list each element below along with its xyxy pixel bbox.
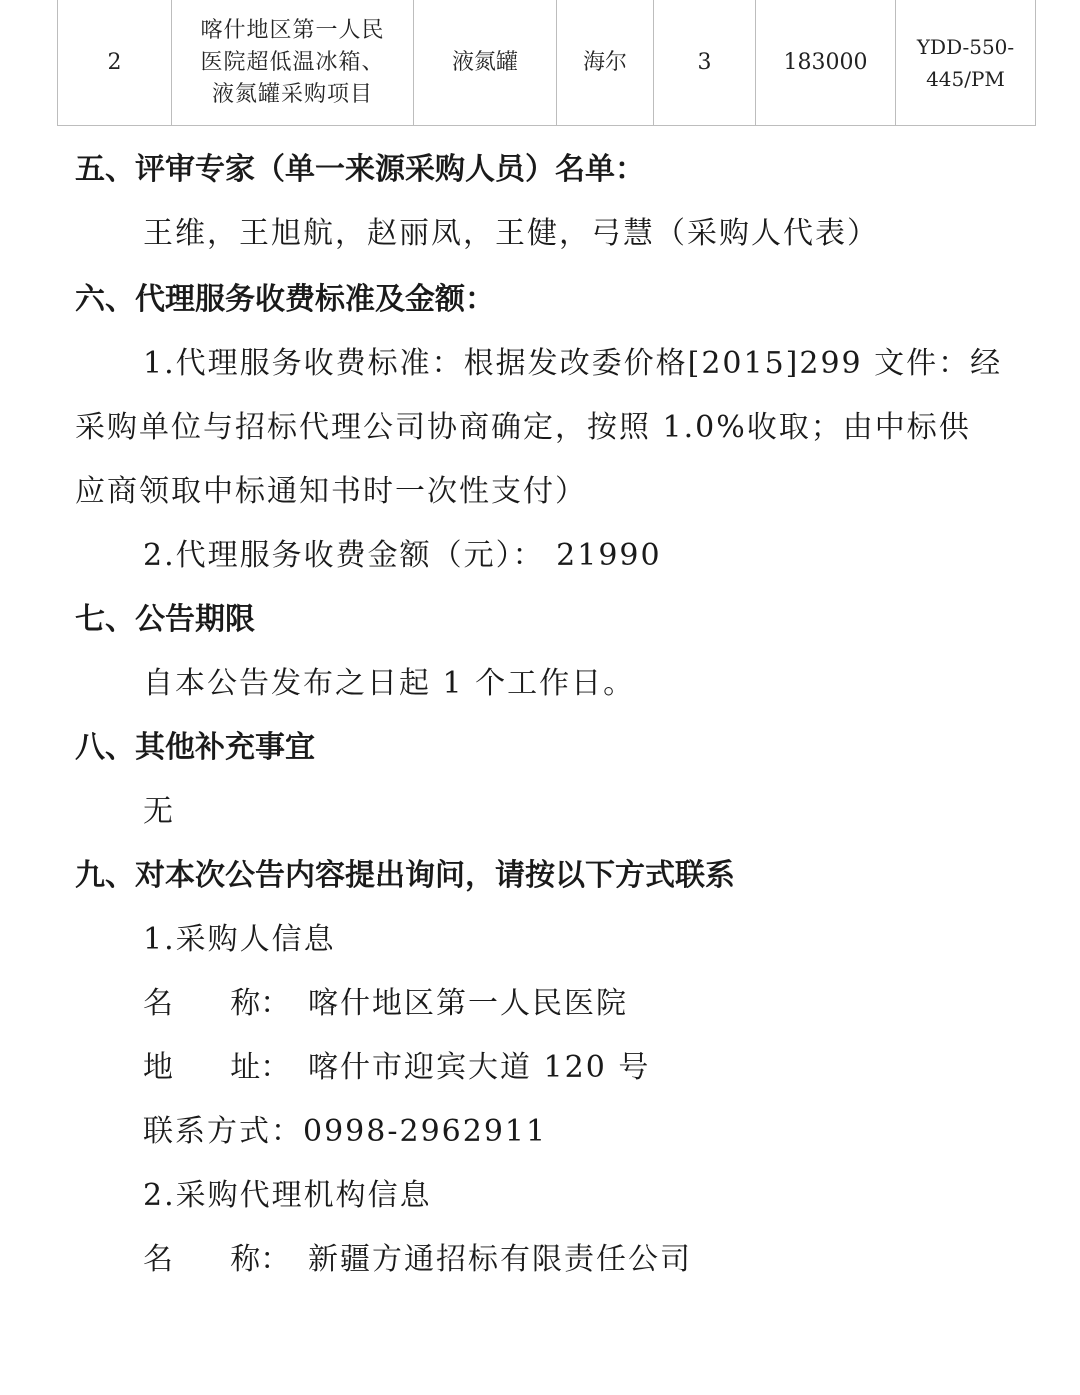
purchaser-info-title: 1.采购人信息 [143, 922, 336, 957]
cell-model [896, 0, 1036, 126]
fee-standard-line-1: 1.代理服务收费标准：根据发改委价格[2015]299 文件：经 [143, 346, 1003, 381]
fee-standard-line-2: 采购单位与招标代理公司协商确定，按照 1.0%收取；由中标供 [75, 410, 971, 445]
project-line: 喀什地区第一人民 [200, 17, 385, 43]
notice-period: 自本公告发布之日起 1 个工作日。 [143, 666, 636, 701]
fee-amount: 2.代理服务收费金额（元）： 21990 [143, 538, 662, 573]
model-line: 445/PM [926, 66, 1005, 91]
section-6-heading: 六、代理服务收费标准及金额： [75, 282, 495, 317]
section-5-heading: 五、评审专家（单一来源采购人员）名单： [75, 152, 645, 187]
cell-brand: 海尔 [557, 0, 654, 126]
cell-quantity: 3 [654, 0, 756, 126]
purchaser-contact: 0998-2962911 [303, 1114, 548, 1149]
cell-row-number: 2 [58, 0, 172, 126]
model-line: YDD-550- [916, 34, 1015, 59]
cell-product: 液氮罐 [414, 0, 557, 126]
purchaser-address-line [143, 1042, 1080, 1086]
purchaser-address: 喀什市迎宾大道 120 号 [308, 1050, 651, 1085]
procurement-items-table [57, 0, 1036, 126]
cell-project-name [172, 0, 414, 126]
section-7-heading: 七、公告期限 [75, 602, 255, 637]
purchaser-contact-line [143, 1106, 1080, 1150]
section-8-heading: 八、其他补充事宜 [75, 730, 315, 765]
agency-name: 新疆方通招标有限责任公司 [308, 1242, 692, 1277]
agency-name-line [143, 1234, 1080, 1278]
cell-price: 183000 [756, 0, 896, 126]
agency-info-title: 2.采购代理机构信息 [143, 1178, 432, 1213]
agency-name-label: 名 称： [143, 1242, 291, 1277]
purchaser-contact-label: 联系方式： [143, 1114, 303, 1149]
supplementary-text: 无 [143, 794, 175, 829]
expert-list: 王维，王旭航，赵丽凤，王健，弓慧（采购人代表） [143, 216, 879, 251]
purchaser-name-label: 名 称： [143, 986, 291, 1021]
table-row [58, 0, 1036, 126]
section-9-heading: 九、对本次公告内容提出询问，请按以下方式联系 [75, 858, 735, 893]
purchaser-name: 喀什地区第一人民医院 [308, 986, 628, 1021]
project-line: 液氮罐采购项目 [211, 81, 373, 107]
project-line: 医院超低温冰箱、 [200, 49, 385, 75]
purchaser-name-line [143, 978, 1080, 1022]
purchaser-address-label: 地 址： [143, 1050, 291, 1085]
fee-standard-line-3: 应商领取中标通知书时一次性支付） [75, 474, 587, 509]
